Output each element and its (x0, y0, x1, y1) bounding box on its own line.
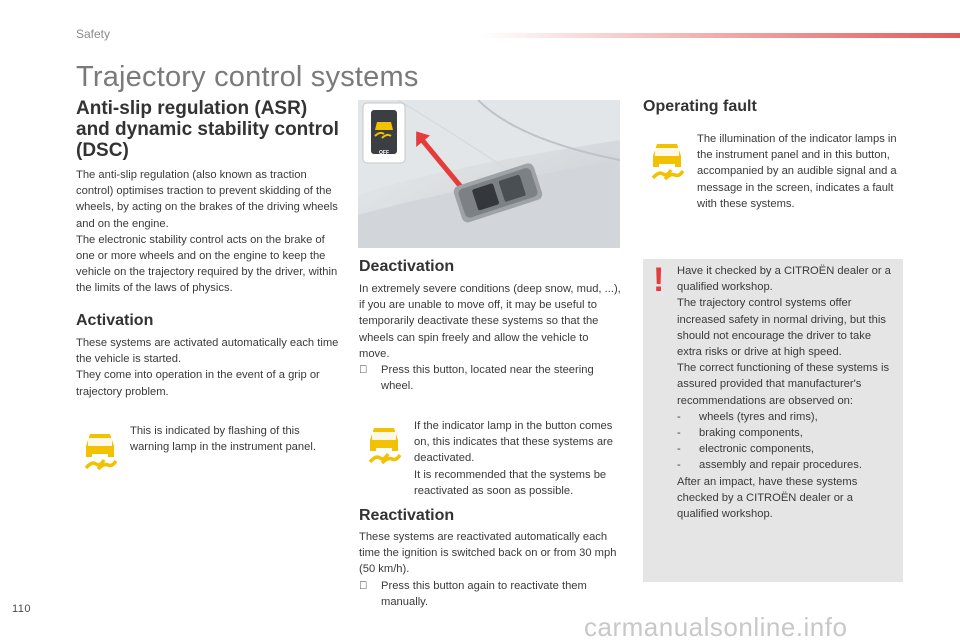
deactivation-bullet (359, 362, 621, 394)
warning-line-2: The trajectory control systems offer increased safety in normal driving, but this should not encourage the driver to take extra risks or drive at high speed. (677, 297, 886, 359)
bullet-mark (359, 578, 381, 610)
lamp-text (414, 418, 616, 499)
deactivation-heading: Deactivation (359, 258, 455, 275)
lamp-paragraph-2: It is recommended that the systems be reactivated as soon as possible. (414, 468, 607, 497)
watermark: carmanualsonline.info (584, 612, 848, 640)
esp-fault-lamp-icon (647, 138, 687, 178)
bullet-mark (359, 362, 381, 394)
reactivation-paragraph: These systems are reactivated automatically each time the ignition is switched back on or from 30 mph (50 km/h). (359, 531, 617, 576)
activation-heading: Activation (76, 312, 154, 329)
deactivation-bullet-text: Press this button, located near the steering wheel. (381, 364, 594, 393)
warning-line-4: After an impact, have these systems checked by a CITROËN dealer or a qualified workshop. (677, 475, 858, 521)
warning-line-1: Have it checked by a CITROËN dealer or a qualified workshop. (677, 265, 891, 294)
reactivation-text (359, 529, 621, 610)
dashboard-button-photo (358, 100, 620, 248)
deactivation-text (359, 281, 621, 394)
warning-box (643, 259, 903, 582)
operating-fault-heading: Operating fault (643, 98, 757, 115)
off-button-label: OFF (379, 150, 389, 156)
reactivation-heading: Reactivation (359, 507, 455, 524)
section-label: Safety (76, 27, 111, 41)
intro-paragraph-2: The electronic stability control acts on the brake of one or more wheels and on the engine to keep the vehicle on the trajectory required by the driver, within the limits of the laws of physics. (76, 233, 338, 295)
lamp-paragraph-1: If the indicator lamp in the button comes on, this indicates that these systems are deactivated. (414, 420, 613, 465)
indicator-text: This is indicated by flashing of this warning lamp in the instrument panel. (130, 425, 316, 454)
warning-line-3: The correct functioning of these systems is assured provided that manufacturer's recommendations are observed on: (677, 362, 890, 407)
asr-dsc-heading: Anti-slip regulation (ASR) and dynamic stability control (DSC) (76, 98, 339, 161)
reactivation-bullet (359, 578, 621, 610)
header-bar (480, 33, 960, 38)
activation-paragraph-1: These systems are activated automatically each time the vehicle is started. (76, 337, 339, 366)
warning-exclamation-icon: ! (653, 261, 665, 299)
fault-text: The illumination of the indicator lamps in the instrument panel and in this button, accompanied by an audible signal and a message in the screen, indicates a fault with these systems. (697, 133, 897, 210)
intro-text (76, 167, 344, 297)
activation-text (76, 335, 342, 400)
warning-list-item: - electronic components, (677, 443, 815, 456)
warning-text (677, 263, 895, 522)
esp-off-lamp-icon (364, 422, 404, 462)
esp-warning-lamp-icon (80, 428, 120, 468)
page-number: 110 (12, 603, 32, 615)
warning-list-item: - wheels (tyres and rims), (677, 410, 818, 423)
reactivation-bullet-text: Press this button again to reactivate them manually. (381, 579, 587, 608)
warning-list-item: - assembly and repair procedures. (677, 459, 862, 472)
intro-paragraph-1: The anti-slip regulation (also known as traction control) optimises traction to prevent skidding of the wheels, by acting on the brakes of the driving wheels and on the engine. (76, 169, 338, 230)
warning-list-item: - braking components, (677, 427, 803, 440)
deactivation-paragraph: In extremely severe conditions (deep snow, mud, ...), if you are unable to move off, it may be useful to temporarily deactivate these systems so that the wheels can spin freely and allow the vehicle to move. (359, 283, 621, 360)
page-title: Trajectory control systems (76, 61, 419, 93)
activation-paragraph-2: They come into operation in the event of a grip or trajectory problem. (76, 369, 320, 398)
